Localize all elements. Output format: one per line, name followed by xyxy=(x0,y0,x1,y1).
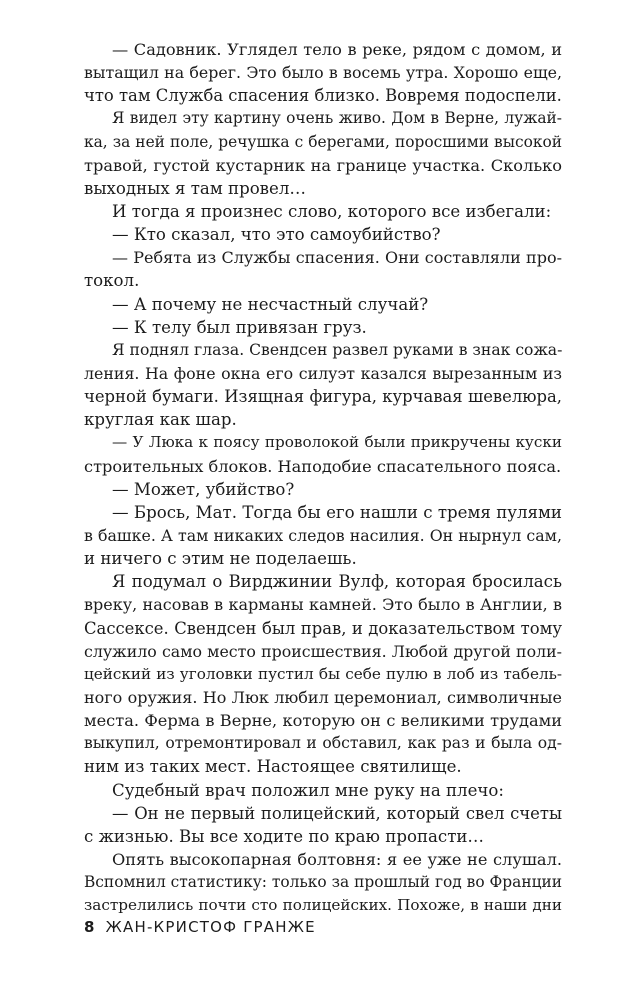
text-line: ного оружия. Но Люк любил церемониал, символичные xyxy=(84,687,562,707)
text-line: ка, за ней поле, речушка с берегами, поросшими высокой xyxy=(84,132,562,151)
text-line: — У Люка к поясу проволокой были прикручены куски xyxy=(112,433,562,452)
text-line: выкупил, отремонтировал и обставил, как раз и была од- xyxy=(84,734,562,753)
text-line: выходных я там провел… xyxy=(84,178,306,198)
text-line: — Ребята из Службы спасения. Они составляли про- xyxy=(112,248,562,268)
text-line: черной бумаги. Изящная фигура, курчавая шевелюра, xyxy=(84,387,562,407)
text-line: травой, густой кустарник на границе участка. Сколько xyxy=(84,155,562,175)
text-line: что там Служба спасения близко. Вовремя подоспели. xyxy=(84,86,562,106)
text-line: — Кто сказал, что это самоубийство? xyxy=(112,225,441,245)
text-line: Сассексе. Свендсен был прав, и доказательством тому xyxy=(84,618,562,638)
running-head-author: ЖАН-КРИСТОФ ГРАНЖЕ xyxy=(105,918,316,936)
text-line: Я видел эту картину очень живо. Дом в Верне, лужай- xyxy=(112,109,562,128)
text-line: служило само место происшествия. Любой другой поли- xyxy=(84,641,562,661)
text-line: — Он не первый полицейский, который свел счеты xyxy=(112,803,562,823)
text-line: — Брось, Мат. Тогда бы его нашли с тремя пулями xyxy=(112,502,562,522)
text-line: места. Ферма в Верне, которую он с великими трудами xyxy=(84,711,562,731)
text-line: с жизнью. Вы все ходите по краю пропасти… xyxy=(84,826,485,846)
page-footer xyxy=(84,918,316,936)
text-line: — Садовник. Углядел тело в реке, рядом с домом, и xyxy=(112,40,562,59)
text-line: И тогда я произнес слово, которого все избегали: xyxy=(112,201,552,221)
text-line: вытащил на берег. Это было в восемь утра. Хорошо еще, xyxy=(84,63,562,83)
text-line: ления. На фоне окна его силуэт казался вырезанным из xyxy=(84,363,562,383)
text-line: — К телу был привязан груз. xyxy=(112,317,367,337)
text-line: цейский из уголовки пустил бы себе пулю в лоб из табель- xyxy=(84,664,562,683)
text-line: застрелились почти сто полицейских. Похоже, в наши дни xyxy=(84,896,562,915)
book-page-text xyxy=(84,38,562,917)
text-line: — Может, убийство? xyxy=(112,479,295,499)
text-line: ним из таких мест. Настоящее святилище. xyxy=(84,757,462,777)
text-line: токол. xyxy=(84,271,140,291)
text-line: Судебный врач положил мне руку на плечо: xyxy=(112,780,504,800)
text-line: — А почему не несчастный случай? xyxy=(112,294,429,314)
text-line: круглая как шар. xyxy=(84,410,237,430)
text-line: и ничего с этим не поделаешь. xyxy=(84,549,357,569)
text-line: Я поднял глаза. Свендсен развел руками в знак сожа- xyxy=(112,340,563,359)
text-line: Я подумал о Вирджинии Вулф, которая бросилась xyxy=(112,572,562,592)
text-line: в башке. А там никаких следов насилия. Он нырнул сам, xyxy=(84,525,562,545)
text-line: Опять высокопарная болтовня: я ее уже не слушал. xyxy=(112,849,562,869)
text-line: вреку, насовав в карманы камней. Это было в Англии, в xyxy=(84,595,562,615)
text-line: Вспомнил статистику: только за прошлый год во Франции xyxy=(84,873,562,892)
text-line: строительных блоков. Наподобие спасательного пояса. xyxy=(84,456,562,476)
page-number: 8 xyxy=(84,918,96,936)
